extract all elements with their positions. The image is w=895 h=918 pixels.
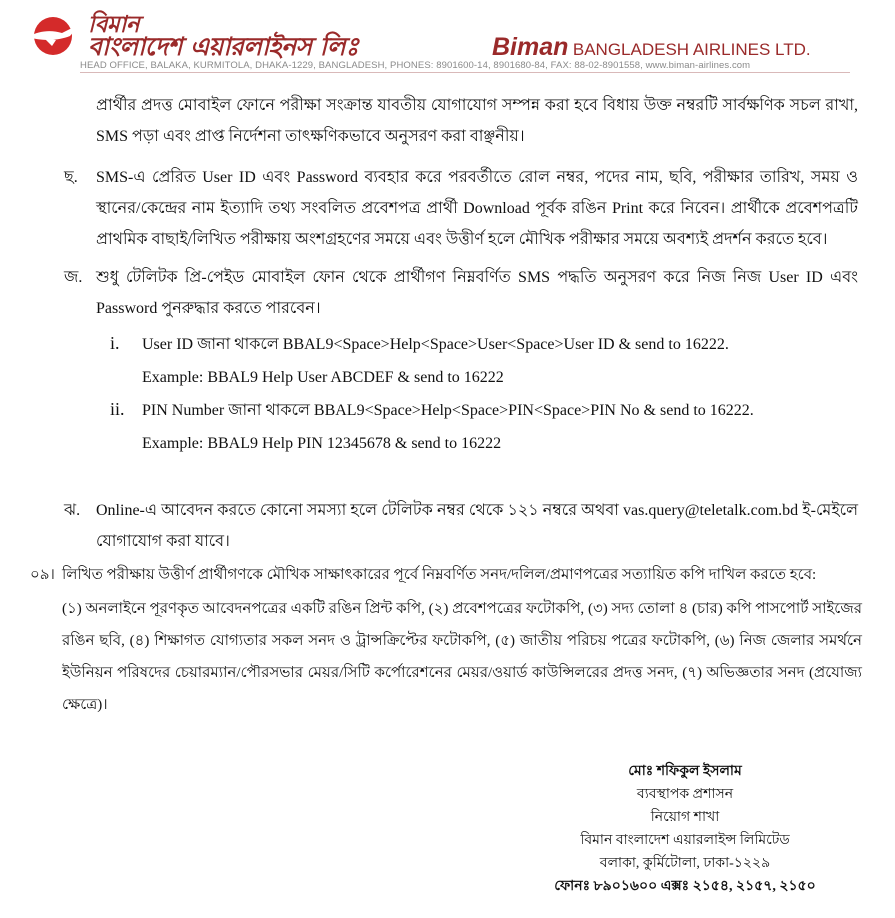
brand-bn-line2: বাংলাদেশ এয়ারলাইনস লিঃ xyxy=(88,32,359,61)
item-jha-label: ঝ. xyxy=(64,502,81,519)
item-cha-text: SMS-এ প্রেরিত User ID এবং Password ব্যবহার করে পরবর্তীতে রোল নম্বর, পদের নাম, ছবি, পরীক্ষার তারিখ, সময় ও স্থানের/কেন্দ্রের নাম ইত্যাদি তথ্য সংবলিত প্রবেশপত্র প্রার্থী Download পূর্বক রঙিন Print করে নিবেন। প্রার্থীকে প্রবেশপত্রটি প্রাথমিক বাছাই/লিখিত পরীক্ষায় অংশগ্রহণের সময়ে এবং উত্তীর্ণ হলে মৌখিক পরীক্ষার সময়ে অবশ্যই প্রদর্শন করতে হবে। xyxy=(96,169,858,248)
brand-bn-line1: বিমান xyxy=(88,12,140,38)
brand-en-biman: Biman xyxy=(492,33,569,61)
section-09-label: ০৯। xyxy=(30,567,55,583)
item-ja-label: জ. xyxy=(64,269,83,286)
signatory-phone: ফোনঃ ৮৯০১৬০০ এক্সঃ ২১৫৪, ২১৫৭, ২১৫০ xyxy=(554,879,816,894)
item-cha-label: ছ. xyxy=(64,169,78,186)
signatory-organization: বিমান বাংলাদেশ এয়ারলাইন্স লিমিটেড xyxy=(580,833,790,848)
subitem-ii-line1: PIN Number জানা থাকলে BBAL9<Space>Help<Space>PIN<Space>PIN No & send to 16222. xyxy=(142,402,754,419)
section-09-details: (১) অনলাইনে পূরণকৃত আবেদনপত্রের একটি রঙিন প্রিন্ট কপি, (২) প্রবেশপত্রের ফটোকপি, (৩) সদ্য তোলা ৪ (চার) কপি পাসপোর্ট সাইজের রঙিন ছবি, (৪) শিক্ষাগত যোগ্যতার সকল সনদ ও ট্রান্সক্রিপ্টের ফটোকপি, (৫) জাতীয় পরিচয় পত্রের ফটোকপি, (৬) নিজ জেলার সমর্থনে ইউনিয়ন পরিষদের চেয়ারম্যান/পৌরসভার মেয়র/সিটি কর্পোরেশনের মেয়র/ওয়ার্ড কাউন্সিলরের প্রদত্ত সনদ, (৭) অভিজ্ঞতার সনদ (প্রযোজ্য ক্ষেত্রে)। xyxy=(62,601,862,713)
subitem-i-line1: User ID জানা থাকলে BBAL9<Space>Help<Space>User<Space>User ID & send to 16222. xyxy=(142,336,729,353)
continuation-paragraph: প্রার্থীর প্রদত্ত মোবাইল ফোনে পরীক্ষা সংক্রান্ত যাবতীয় যোগাযোগ সম্পন্ন করা হবে বিধায় উক্ত নম্বরটি সার্বক্ষণিক সচল রাখা, SMS পড়া এবং প্রাপ্ত নির্দেশনা তাৎক্ষণিকভাবে অনুসরণ করা বাঞ্ছনীয়। xyxy=(96,97,858,145)
item-ja-text: শুধু টেলিটক প্রি-পেইড মোবাইল ফোন থেকে প্রার্থীগণ নিম্নবর্ণিত SMS পদ্ধতি অনুসরণ করে নিজ নিজ User ID এবং Password পুনরুদ্ধার করতে পারবেন। xyxy=(96,269,858,317)
biman-logo-icon xyxy=(22,16,84,56)
item-jha-text: Online-এ আবেদন করতে কোনো সমস্যা হলে টেলিটক নম্বর থেকে ১২১ নম্বরে অথবা vas.query@teletalk.com.bd ই-মেইলে যোগাযোগ করা যাবে। xyxy=(96,502,858,550)
subitem-ii-label: ii. xyxy=(110,399,125,419)
brand-en-rest: BANGLADESH AIRLINES LTD. xyxy=(572,40,811,59)
signatory-department: নিয়োগ শাখা xyxy=(650,810,720,825)
section-09-intro: লিখিত পরীক্ষায় উত্তীর্ণ প্রার্থীগণকে মৌখিক সাক্ষাৎকারের পূর্বে নিম্নবর্ণিত সনদ/দলিল/প্রমাণপত্রের সত্যায়িত কপি দাখিল করতে হবে: xyxy=(62,567,817,583)
signatory-address: বলাকা, কুর্মিটোলা, ঢাকা-১২২৯ xyxy=(599,856,771,871)
subitem-i-example: Example: BBAL9 Help User ABCDEF & send to 16222 xyxy=(142,369,504,386)
letterhead xyxy=(0,0,895,82)
brand-name-english xyxy=(492,33,811,62)
subitem-ii-example: Example: BBAL9 Help PIN 12345678 & send to 16222 xyxy=(142,435,502,452)
brand-name-bengali xyxy=(88,12,508,61)
letterhead-divider xyxy=(80,72,850,73)
signatory-title: ব্যবস্থাপক প্রশাসন xyxy=(636,787,734,802)
head-office-address: HEAD OFFICE, BALAKA, KURMITOLA, DHAKA-1229, BANGLADESH, PHONES: 8901600-14, 8901680-84, FAX: 88-02-8901558, www.biman-airlines.com xyxy=(80,60,751,71)
signatory-name: মোঃ শফিকুল ইসলাম xyxy=(628,764,742,779)
subitem-i-label: i. xyxy=(110,333,120,353)
